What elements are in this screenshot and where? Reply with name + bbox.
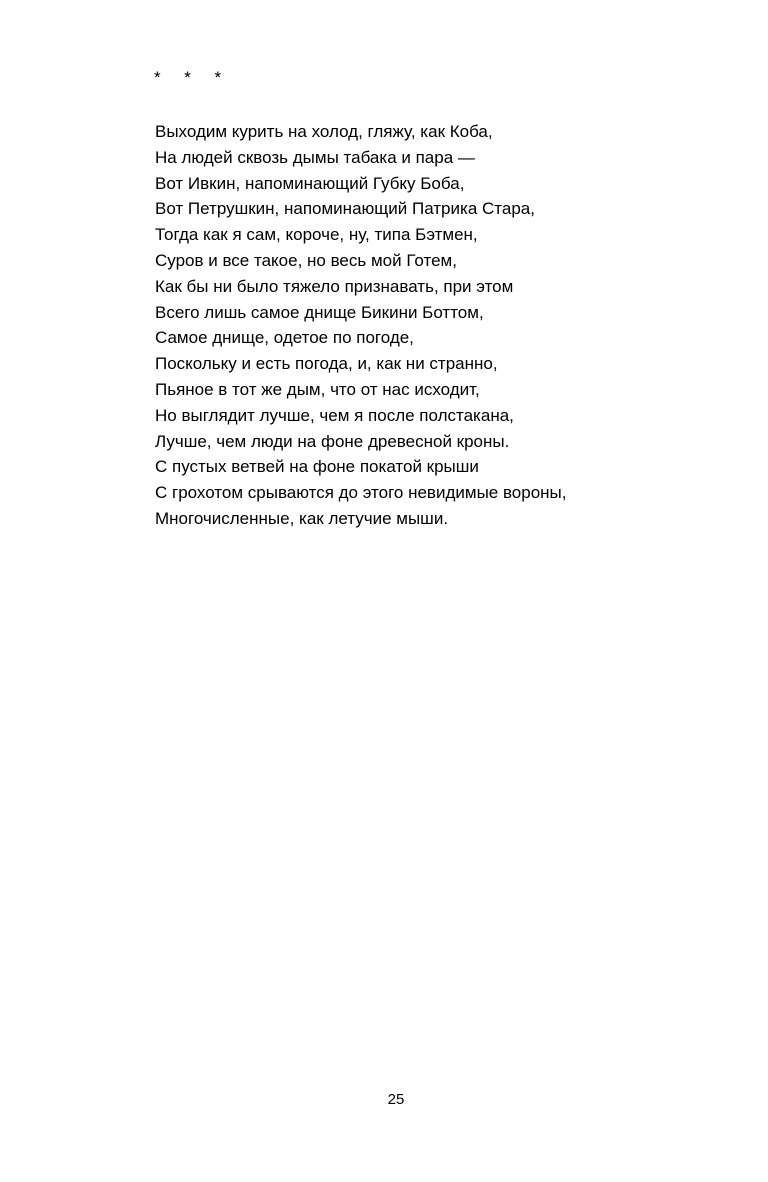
poem-line: Но выглядит лучше, чем я после полстакана, bbox=[155, 405, 514, 425]
poem-line: Как бы ни было тяжело признавать, при этом bbox=[155, 276, 514, 296]
poem-line: Выходим курить на холод, гляжу, как Коба, bbox=[155, 122, 493, 141]
section-separator: * * * bbox=[154, 68, 222, 87]
poem-line: Многочисленные, как летучие мыши. bbox=[155, 508, 449, 528]
poem bbox=[155, 119, 567, 532]
poem-line: На людей сквозь дымы табака и пара — bbox=[155, 147, 475, 167]
poem-line: Самое днище, одетое по погоде, bbox=[155, 328, 414, 348]
poem-line: Вот Петрушкин, напоминающий Патрика Стара, bbox=[155, 199, 535, 219]
poem-line: Пьяное в тот же дым, что от нас исходит, bbox=[155, 379, 480, 399]
page-number: 25 bbox=[387, 1091, 405, 1108]
poem-line: Лучше, чем люди на фоне древесной кроны. bbox=[155, 431, 510, 451]
poem-line: Тогда как я сам, короче, ну, типа Бэтмен, bbox=[155, 225, 478, 245]
poem-line: Поскольку и есть погода, и, как ни странно, bbox=[155, 354, 498, 374]
poem-line: Всего лишь самое днище Бикини Боттом, bbox=[155, 302, 484, 322]
poem-line: Суров и все такое, но весь мой Готем, bbox=[155, 250, 457, 270]
poem-line: Вот Ивкин, напоминающий Губку Боба, bbox=[155, 173, 465, 193]
poem-line: С пустых ветвей на фоне покатой крыши bbox=[155, 457, 479, 477]
poem-line: С грохотом срываются до этого невидимые вороны, bbox=[155, 483, 567, 503]
